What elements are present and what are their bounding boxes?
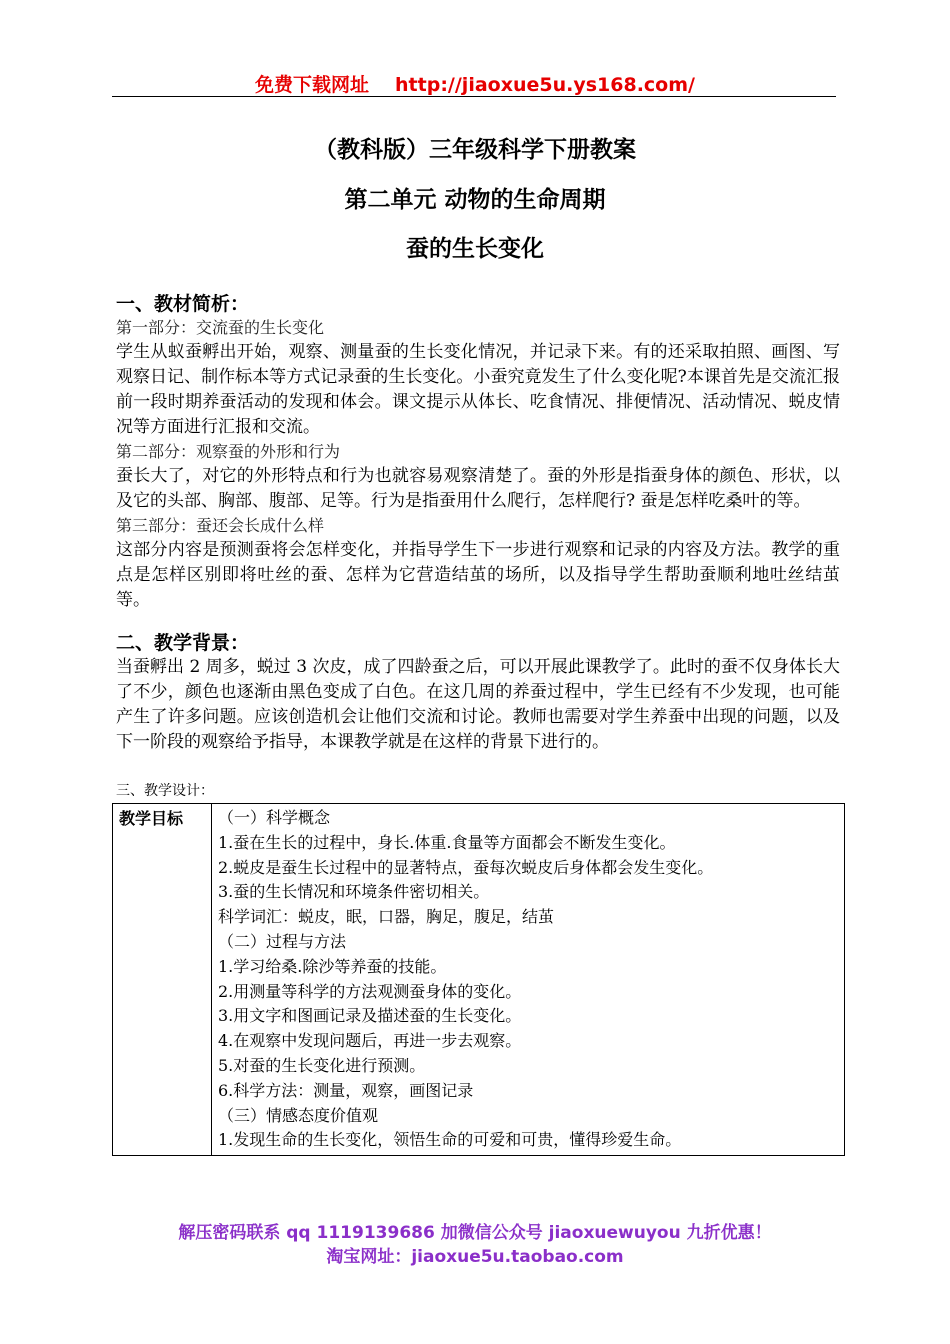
goal-item: 3.蚕的生长情况和环境条件密切相关。: [218, 882, 490, 902]
document-body: [116, 292, 840, 1156]
goal-item: 2.用测量等科学的方法观测蚕身体的变化。: [218, 981, 522, 1001]
goal-item: 1.蚕在生长的过程中，身长.体重.食量等方面都会不断发生变化。: [218, 832, 676, 852]
part3-title: 第三部分：蚕还会长成什么样: [116, 516, 325, 535]
part3-text: 这部分内容是预测蚕将会怎样变化，并指导学生下一步进行观察和记录的内容及方法。教学的重点是怎样区别即将吐丝的蚕、怎样为它营造结茧的场所，以及指导学生帮助蚕顺利地吐丝结茧等。: [116, 540, 840, 610]
lesson-title: 蚕的生长变化: [406, 236, 544, 262]
goal-item: （一）科学概念: [218, 808, 331, 827]
goals-label-cell: 教学目标: [113, 804, 212, 1156]
footer-contact: 解压密码联系 qq 1119139686 加微信公众号 jiaoxuewuyou 九折优惠！: [178, 1223, 772, 1243]
teaching-goals-table: [112, 803, 845, 1156]
goal-item: 5.对蚕的生长变化进行预测。: [218, 1055, 426, 1075]
part1-text: 学生从蚁蚕孵出开始，观察、测量蚕的生长变化情况，并记录下来。有的还采取拍照、画图、写观察日记、制作标本等方式记录蚕的生长变化。小蚕究竟发生了什么变化呢?本课首先是交流汇报前一段时期养蚕活动的发现和体会。课文提示从体长、吃食情况、排便情况、活动情况、蜕皮情况等方面进行汇报和交流。: [116, 342, 840, 437]
part2-title: 第二部分：观察蚕的外形和行为: [116, 442, 341, 461]
goal-item: 科学词汇：蜕皮，眠，口器，胸足，腹足，结茧: [218, 907, 555, 927]
goal-item: （三）情感态度价值观: [218, 1105, 379, 1125]
header-url-link[interactable]: http://jiaoxue5u.ys168.com/: [395, 74, 695, 96]
goal-item: （二）过程与方法: [218, 931, 347, 951]
section1-heading: 一、教材简析：: [116, 293, 250, 315]
goal-item: 6.科学方法：测量，观察，画图记录: [218, 1080, 474, 1100]
header-banner: [0, 70, 950, 97]
goal-item: 2.蜕皮是蚕生长过程中的显著特点，蚕每次蜕皮后身体都会发生变化。: [218, 857, 714, 877]
footer-shop-link[interactable]: 淘宝网址：jiaoxue5u.taobao.com: [326, 1247, 624, 1267]
goals-content-cell: [212, 804, 845, 1156]
part1-title: 第一部分：交流蚕的生长变化: [116, 318, 325, 337]
part2-text: 蚕长大了，对它的外形特点和行为也就容易观察清楚了。蚕的外形是指蚕身体的颜色、形状，以及它的头部、胸部、腹部、足等。行为是指蚕用什么爬行，怎样爬行? 蚕是怎样吃桑叶的等。: [116, 466, 840, 511]
header-label: 免费下载网址: [255, 74, 370, 96]
goal-item: 1.发现生命的生长变化，领悟生命的可爱和可贵，懂得珍爱生命。: [218, 1130, 682, 1150]
goal-item: 1.学习给桑.除沙等养蚕的技能。: [218, 956, 447, 976]
document-title: （教科版）三年级科学下册教案: [314, 137, 636, 163]
section3-heading: 三、教学设计：: [116, 783, 214, 799]
goal-item: 3.用文字和图画记录及描述蚕的生长变化。: [218, 1006, 522, 1026]
section2-text: 当蚕孵出 2 周多，蜕过 3 次皮，成了四龄蚕之后，可以开展此课教学了。此时的蚕不仅身体长大了不少，颜色也逐渐由黑色变成了白色。在这几周的养蚕过程中，学生已经有不少发现，也可能产生了许多问题。应该创造机会让他们交流和讨论。教师也需要对学生养蚕中出现的问题，以及下一阶段的观察给予指导，本课教学就是在这样的背景下进行的。: [116, 657, 840, 752]
unit-title: 第二单元 动物的生命周期: [344, 187, 606, 213]
goal-item: 4.在观察中发现问题后，再进一步去观察。: [218, 1031, 522, 1051]
section2-heading: 二、教学背景：: [116, 632, 250, 654]
header-rule: [112, 96, 836, 97]
